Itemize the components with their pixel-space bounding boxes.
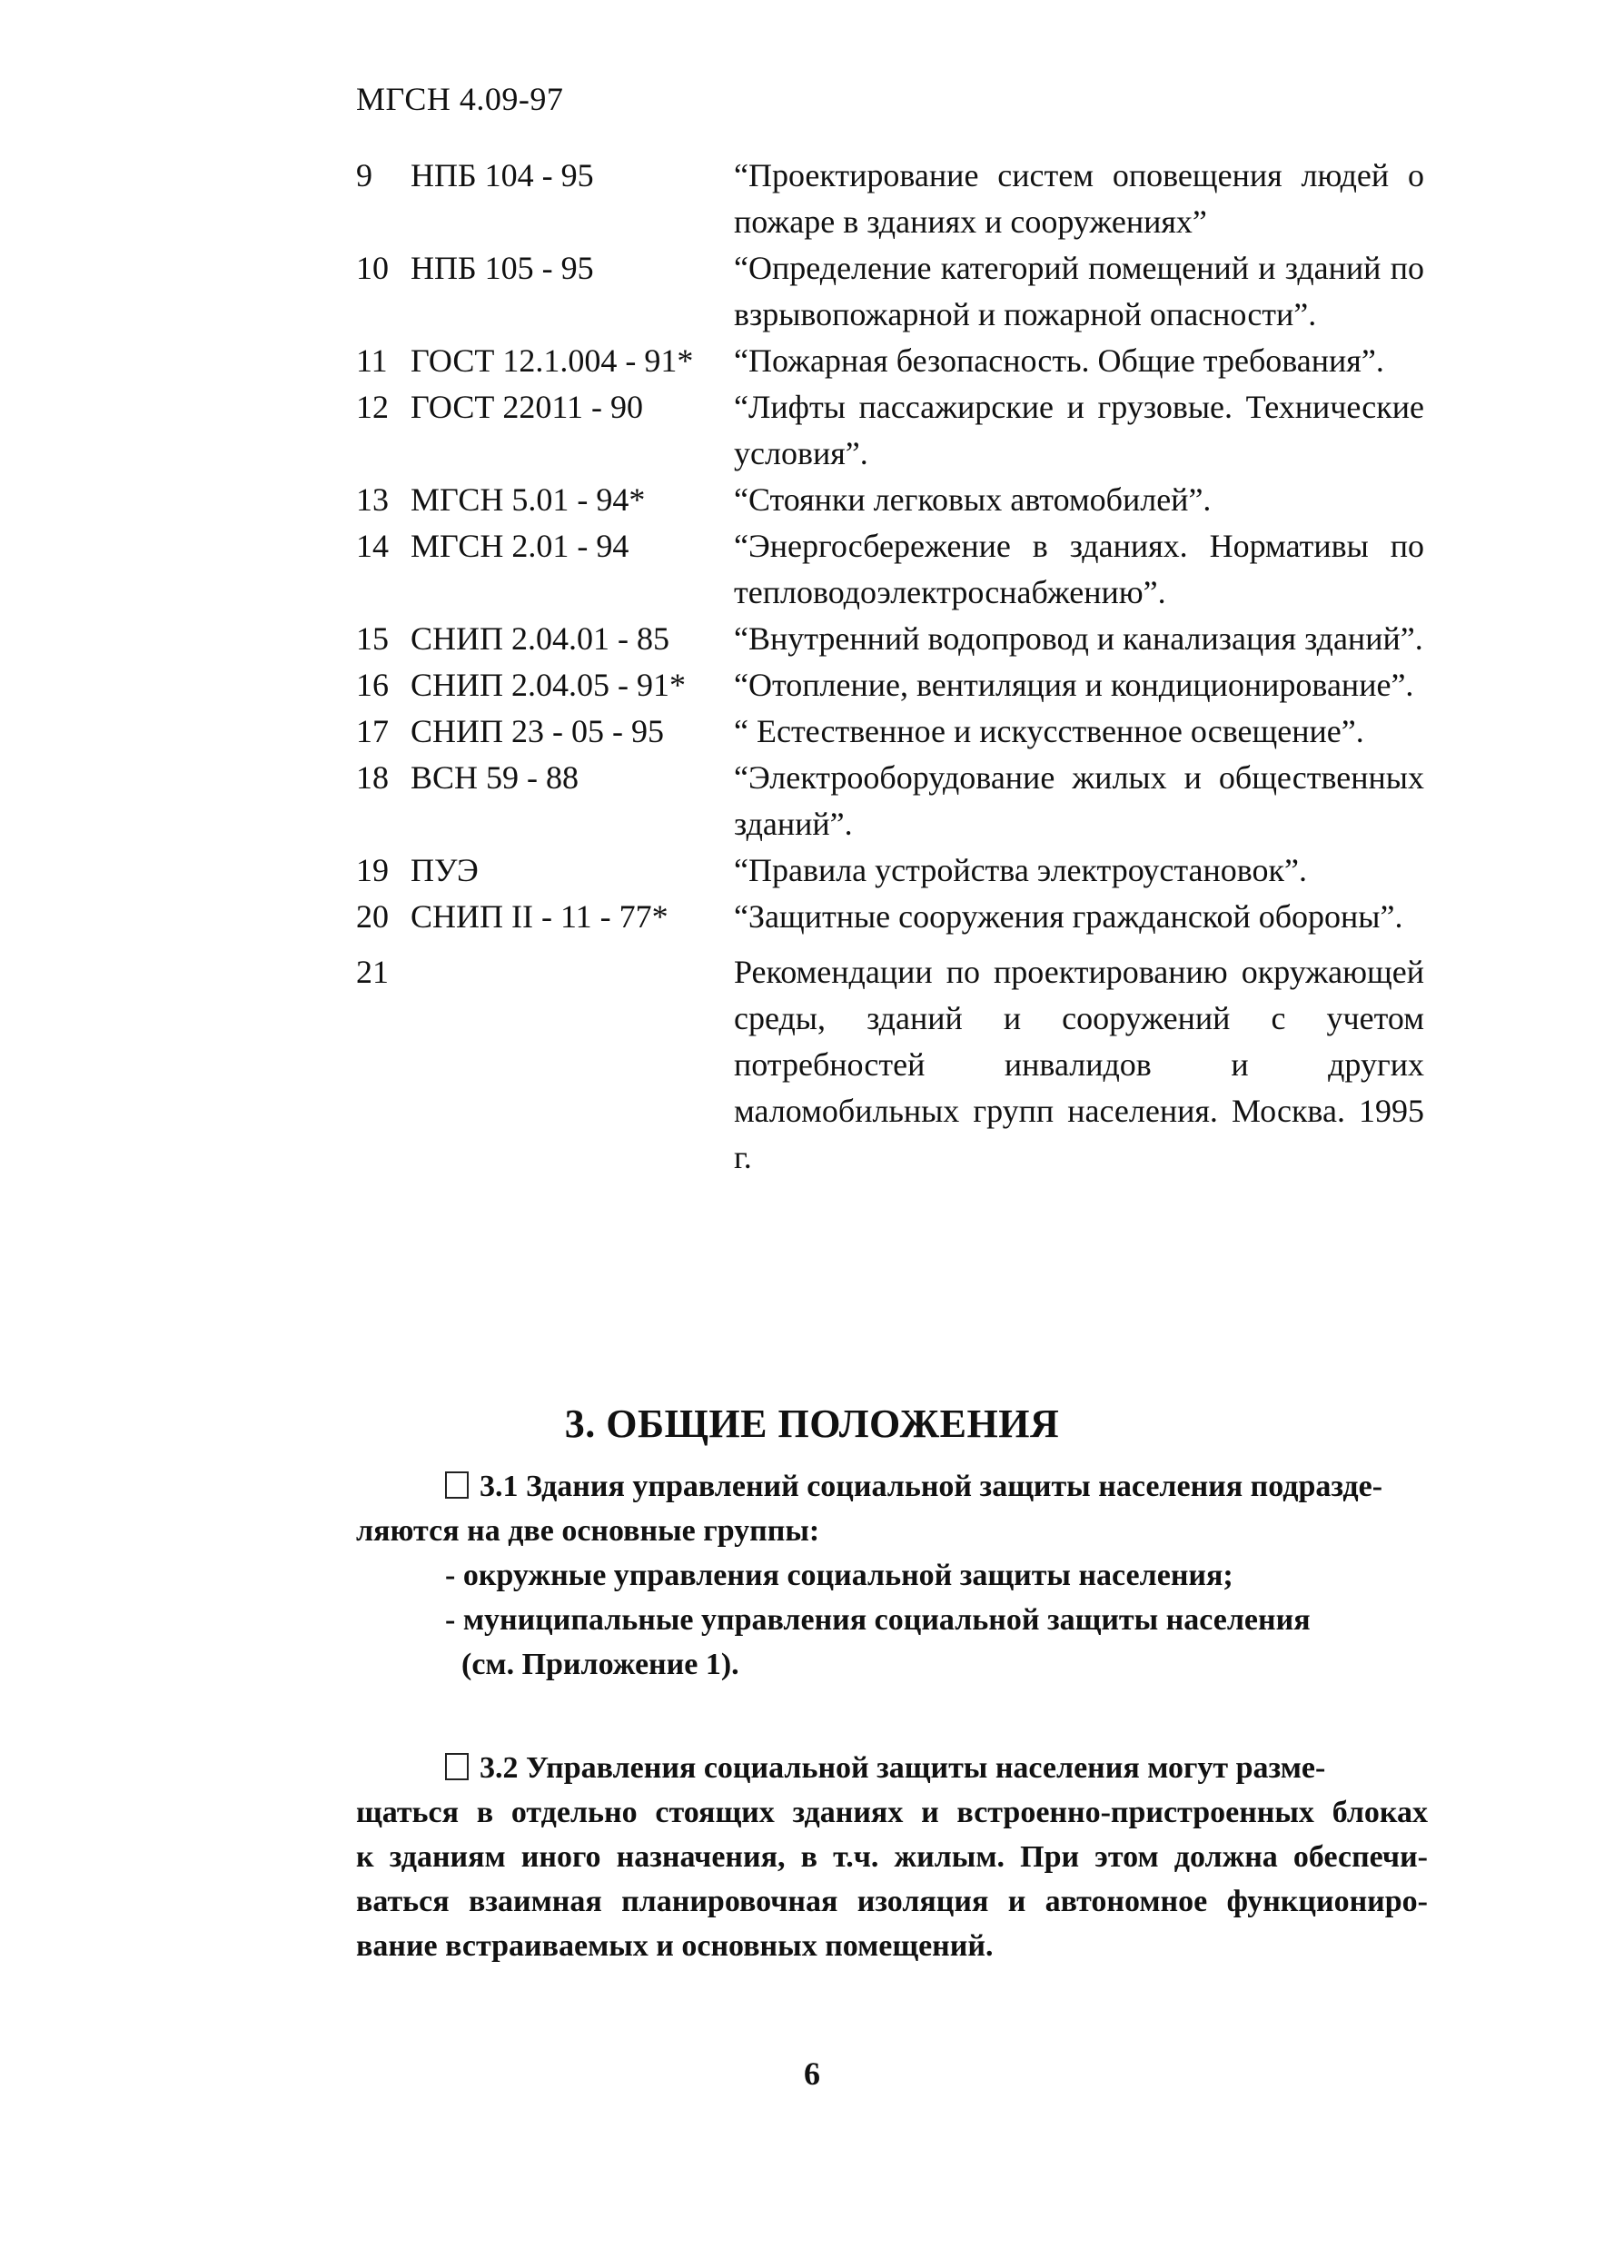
reference-title: “Определение категорий помещений и зданий по взрывопожарной и пожарной опасности”. <box>734 250 1424 332</box>
reference-row <box>356 894 1428 940</box>
list-item: - муниципальные управления социальной защиты населения <box>445 1603 1311 1637</box>
reference-row <box>356 384 1428 477</box>
list-item: - окружные управления социальной защиты населения; <box>445 1559 1233 1592</box>
document-code-header: МГСН 4.09-97 <box>356 81 564 117</box>
reference-code: МГСН 2.01 - 94 <box>411 528 629 564</box>
reference-number: 11 <box>356 342 388 379</box>
reference-code: НПБ 104 - 95 <box>411 157 594 193</box>
reference-code: СНИП 2.04.05 - 91* <box>411 667 686 703</box>
paragraph-line: к зданиям иного назначения, в т.ч. жилым. При этом должна обеспечи- <box>356 1840 1428 1874</box>
checkbox-icon <box>445 1471 469 1499</box>
reference-title: “Проектирование систем оповещения людей о пожаре в зданиях и сооружениях” <box>734 157 1424 240</box>
reference-code: НПБ 105 - 95 <box>411 250 594 286</box>
reference-number: 21 <box>356 954 389 990</box>
reference-code: СНИП 2.04.01 - 85 <box>411 620 669 657</box>
paragraph-3-1 <box>356 1464 1428 1687</box>
paragraph-line: щаться в отдельно стоящих зданиях и встроенно-пристроенных блоках <box>356 1796 1428 1829</box>
reference-title: “Правила устройства электроустановок”. <box>734 852 1307 888</box>
reference-number: 15 <box>356 620 389 657</box>
paragraph-line <box>356 1464 1428 1509</box>
reference-title: “ Естественное и искусственное освещение”. <box>734 713 1364 749</box>
reference-row <box>356 153 1428 245</box>
reference-row <box>356 847 1428 894</box>
reference-title: “Защитные сооружения гражданской обороны”. <box>734 898 1403 935</box>
reference-code: ПУЭ <box>411 852 479 888</box>
reference-title: “Электрооборудование жилых и общественных зданий”. <box>734 759 1424 842</box>
reference-row <box>356 949 1428 1181</box>
reference-number: 20 <box>356 898 389 935</box>
paragraph-line: ваться взаимная планировочная изоляция и автономное функциониро- <box>356 1885 1428 1918</box>
reference-title: “Пожарная безопасность. Общие требования”. <box>734 342 1384 379</box>
reference-row <box>356 338 1428 384</box>
paragraph-text: 3.2 Управления социальной защиты населения могут разме- <box>480 1751 1326 1785</box>
page-number: 6 <box>804 2055 820 2092</box>
reference-code: МГСН 5.01 - 94* <box>411 481 646 518</box>
reference-row <box>356 477 1428 523</box>
paragraph-line <box>356 1746 1428 1790</box>
checkbox-icon <box>445 1753 469 1780</box>
reference-number: 9 <box>356 157 372 193</box>
reference-row <box>356 245 1428 338</box>
reference-list <box>356 153 1428 1181</box>
reference-title: “Энергосбережение в зданиях. Нормативы по тепловодоэлектроснабжению”. <box>734 528 1424 610</box>
paragraph-text: 3.1 Здания управлений социальной защиты населения подразде- <box>480 1470 1383 1503</box>
reference-code: СНИП 23 - 05 - 95 <box>411 713 664 749</box>
paragraph-line: ляются на две основные группы: <box>356 1514 820 1548</box>
reference-number: 17 <box>356 713 389 749</box>
reference-title: “Отопление, вентиляция и кондиционирование”. <box>734 667 1414 703</box>
reference-title: “Лифты пассажирские и грузовые. Технические условия”. <box>734 389 1424 471</box>
reference-number: 18 <box>356 759 389 796</box>
reference-code: ГОСТ 12.1.004 - 91* <box>411 342 694 379</box>
paragraph-line: вание встраиваемых и основных помещений. <box>356 1929 994 1963</box>
section-heading: 3. ОБЩИЕ ПОЛОЖЕНИЯ <box>564 1401 1060 1446</box>
reference-number: 14 <box>356 528 389 564</box>
reference-code: СНИП II - 11 - 77* <box>411 898 668 935</box>
reference-row <box>356 662 1428 708</box>
reference-number: 19 <box>356 852 389 888</box>
paragraph-3-2 <box>356 1746 1428 1968</box>
reference-title: Рекомендации по проектированию окружающей среды, зданий и сооружений с учетом потребностей инвалидов и других маломобильных групп населения. Москва. 1995 г. <box>734 954 1424 1175</box>
reference-title: “Стоянки легковых автомобилей”. <box>734 481 1212 518</box>
reference-code: ГОСТ 22011 - 90 <box>411 389 644 425</box>
reference-number: 16 <box>356 667 389 703</box>
reference-number: 10 <box>356 250 389 286</box>
reference-number: 12 <box>356 389 389 425</box>
reference-row <box>356 755 1428 847</box>
reference-number: 13 <box>356 481 389 518</box>
reference-title: “Внутренний водопровод и канализация зданий”. <box>734 620 1423 657</box>
reference-row <box>356 523 1428 616</box>
reference-row <box>356 616 1428 662</box>
reference-code: ВСН 59 - 88 <box>411 759 579 796</box>
reference-row <box>356 708 1428 755</box>
paragraph-note: (см. Приложение 1). <box>461 1648 739 1681</box>
